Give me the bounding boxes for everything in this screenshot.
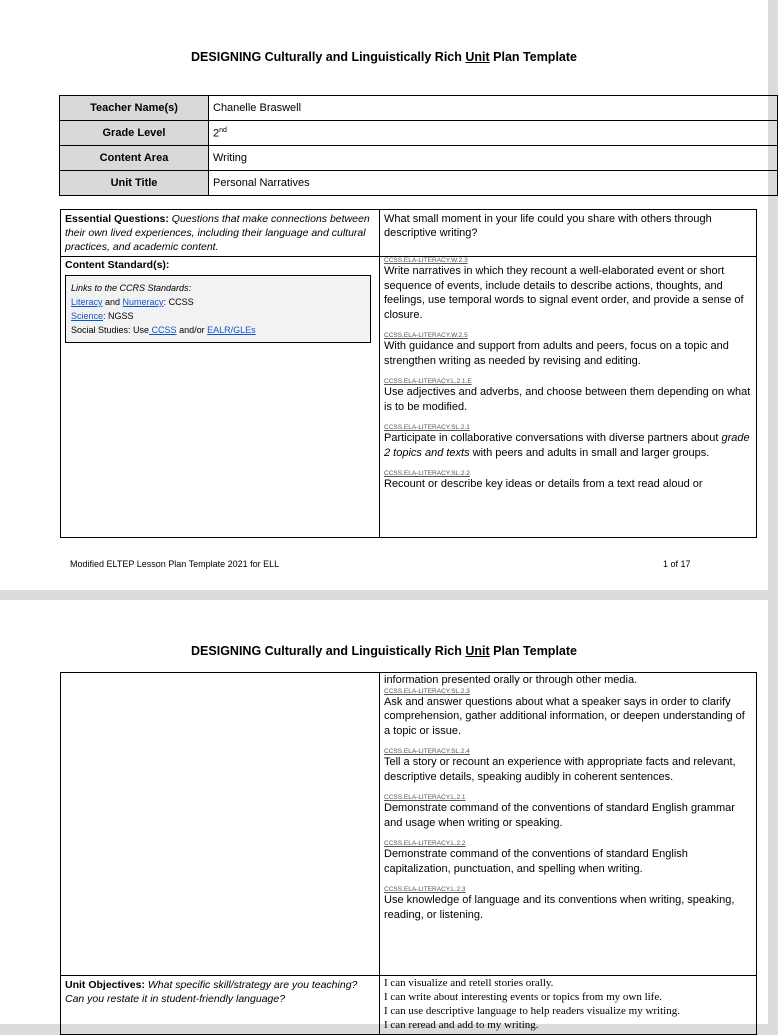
standard-code: CCSS.ELA-LITERACY.SL.2.4: [384, 748, 470, 755]
list-item: I can visualize and retell stories orally.: [384, 977, 554, 989]
standard-text: Ask and answer questions about what a speaker says in order to clarify comprehension, gather additional information, or deepen understanding of a topic or issue.: [384, 695, 745, 737]
science-link[interactable]: Science: [71, 311, 104, 321]
standards-list-page1: [380, 257, 757, 538]
standard-text: Tell a story or recount an experience with appropriate facts and relevant, descriptive details, speaking audibly in coherent sentences.: [384, 756, 736, 783]
footer-left: Modified ELTEP Lesson Plan Template 2021 for ELL: [70, 559, 280, 569]
table-row: [60, 171, 778, 196]
standard-text-continued: information presented orally or through other media.: [384, 674, 638, 686]
page-title: DESIGNING Culturally and Linguistically Rich Unit Plan Template: [191, 644, 577, 658]
standard-code: CCSS.ELA-LITERACY.SL.2.3: [384, 687, 470, 695]
table-row: [61, 210, 757, 257]
page-title: DESIGNING Culturally and Linguistically Rich Unit Plan Template: [191, 50, 577, 64]
table-row: [61, 673, 757, 976]
unit-plan-table-continued: [60, 672, 757, 1035]
standard-code: CCSS.ELA-LITERACY.SL.2.2: [384, 470, 470, 477]
standard-code: CCSS.ELA-LITERACY.W.2.3: [384, 257, 468, 264]
teacher-name-label: Teacher Name(s): [60, 96, 209, 121]
standard-text: Demonstrate command of the conventions of standard English capitalization, punctuation, and spelling when writing.: [384, 848, 688, 875]
teacher-info-table: [59, 95, 778, 196]
essential-questions-answer: What small moment in your life could you share with others through descriptive writing?: [380, 210, 757, 257]
standard-text: Write narratives in which they recount a well-elaborated event or short sequence of events, include details to describe actions, thoughts, and feelings, use temporal words to signal event order, and provide a sense of closure.: [384, 265, 744, 321]
literacy-link[interactable]: Literacy: [71, 297, 103, 307]
content-area-label: Content Area: [60, 146, 209, 171]
teacher-name-value: Chanelle Braswell: [209, 96, 778, 121]
unit-plan-table: [60, 209, 757, 538]
table-row: [60, 96, 778, 121]
standard-text: Recount or describe key ideas or details from a text read aloud or: [384, 478, 703, 490]
standards-list-page2: [380, 673, 757, 976]
standard-code: CCSS.ELA-LITERACY.L.2.3: [384, 886, 466, 893]
ccrs-links-box: Links to the CCRS Standards: Literacy and Numeracy: CCSS Science: NGSS Social Studies: Use CCSS and/or EALR/GLEs: [65, 275, 371, 343]
standard-text: Demonstrate command of the conventions of standard English grammar and usage when writing or speaking.: [384, 802, 735, 829]
standard-text: Use adjectives and adverbs, and choose between them depending on what is to be modified.: [384, 386, 751, 413]
social-ccss-link[interactable]: CCSS: [149, 325, 177, 335]
content-standards-cell: Content Standard(s): Links to the CCRS Standards: Literacy and Numeracy: CCSS Science: NGSS Social Studies: Use CCSS and/or EALR/GLEs: [61, 257, 380, 538]
unit-title-value: Personal Narratives: [209, 171, 778, 196]
standard-code: CCSS.ELA-LITERACY.L.2.1: [384, 794, 466, 801]
standard-code: CCSS.ELA-LITERACY.L.2.2: [384, 840, 466, 847]
page-2: [0, 600, 768, 1031]
essential-questions-cell: Essential Questions: Questions that make connections between their own lived experiences, including their language and cultural practices, and academic content.: [61, 210, 380, 257]
standard-code: CCSS.ELA-LITERACY.L.2.1.E: [384, 378, 472, 385]
content-standards-cell-continued: [61, 673, 380, 976]
list-item: I can use descriptive language to help readers visualize my writing.: [384, 1005, 680, 1017]
table-row: [61, 976, 757, 1035]
standard-text: Participate in collaborative conversations with diverse partners about grade 2 topics and texts with peers and adults in small and larger groups.: [384, 432, 750, 459]
list-item: I can write about interesting events or topics from my own life.: [384, 991, 662, 1003]
unit-objectives-list: [380, 976, 757, 1035]
grade-level-value: 2nd: [209, 121, 778, 146]
table-row: [61, 257, 757, 538]
list-item: I can reread and add to my writing.: [384, 1019, 539, 1031]
page-number: 1 of 17: [663, 559, 691, 569]
numeracy-link[interactable]: Numeracy: [122, 297, 164, 307]
standard-text: With guidance and support from adults and peers, focus on a topic and strengthen writing as needed by revising and editing.: [384, 340, 729, 367]
unit-objectives-cell: Unit Objectives: What specific skill/strategy are you teaching? Can you restate it in student-friendly language?: [61, 976, 380, 1035]
content-area-value: Writing: [209, 146, 778, 171]
table-row: [60, 121, 778, 146]
ealr-gles-link[interactable]: EALR/GLEs: [207, 325, 256, 335]
standard-code: CCSS.ELA-LITERACY.W.2.5: [384, 332, 468, 339]
standard-code: CCSS.ELA-LITERACY.SL.2.1: [384, 424, 470, 431]
unit-title-label: Unit Title: [60, 171, 209, 196]
table-row: [60, 146, 778, 171]
grade-level-label: Grade Level: [60, 121, 209, 146]
standard-text: Use knowledge of language and its conventions when writing, speaking, reading, or listening.: [384, 894, 735, 921]
